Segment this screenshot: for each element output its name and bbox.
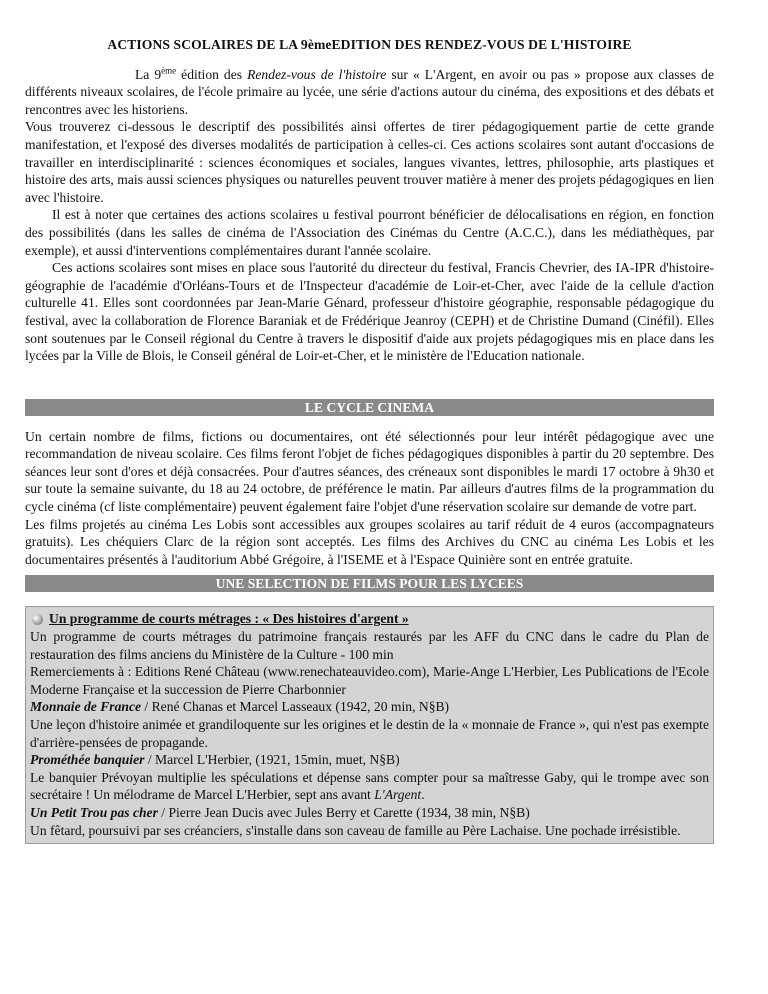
- intro-paragraph-2: Vous trouverez ci-dessous le descriptif des possibilités ainsi offertes de tirer pédagogiquement partie de cette grande manifestation, et l'exposé des diverses modalités de participation à celles-ci. Ces actions scolaires sont autant d'occasions de travailler en interdisciplinarité : sciences économiques et sociales, langues vivantes, lettres, philosophie, arts plastiques et histoire des arts, mais aussi sciences physiques ou naturelles peuvent trouver matière à mener des projets pédagogiques en lien avec l'histoire.: [25, 119, 714, 205]
- bullet-sphere-icon: [32, 614, 43, 625]
- short-films-heading: [30, 610, 709, 628]
- cinema-paragraph-2: Les films projetés au cinéma Les Lobis sont accessibles aux groupes scolaires au tarif réduit de 4 euros (accompagnateurs gratuits). Les chéquiers Clarc de la région sont acceptés. Les films des Archives du CNC au cinéma Les Lobis et les documentaires présentés à l'auditorium Abbé Grégoire, à l'ISEME et à l'Espace Quinière sont en entrée gratuite.: [25, 516, 714, 567]
- intro-p1-start: La 9: [135, 66, 162, 82]
- event-name-italic: Rendez-vous de l'histoire: [247, 66, 387, 82]
- film-desc-italic-title: L'Argent: [374, 787, 422, 803]
- intro-p1-end: sur « L'Argent, en avoir ou pas » propose aux classes de différents niveaux scolaires, de l'école primaire au lycée, une série d'actions autour du cinéma, des expositions et des débats et rencontres avec les historiens.: [25, 66, 714, 117]
- intro-paragraph-3: Il est à noter que certaines des actions scolaires u festival pourront bénéficier de délocalisations en région, en fonction des possibilités (dans les salles de cinéma de l'Association des Cinémas du Centre (A.C.C.), dans les médiathèques, par exemple), et aussi d'interventions complémentaires durant l'année scolaire.: [25, 207, 714, 258]
- film-description: Un fêtard, poursuivi par ses créanciers, s'installe dans son caveau de famille au Père Lachaise. Une pochade irrésistible.: [30, 822, 681, 838]
- short-films-description: Un programme de courts métrages du patrimoine français restaurés par les AFF du CNC dans le cadre du Plan de restauration des films anciens du Ministère de la Culture - 100 min: [30, 629, 709, 662]
- film-credits: / René Chanas et Marcel Lasseaux (1942, 20 min, N§B): [141, 699, 450, 715]
- superscript-eme: ème: [161, 65, 177, 76]
- film-title: Un Petit Trou pas cher: [30, 804, 158, 820]
- intro-paragraph-1: [25, 66, 714, 119]
- film-entry: [30, 751, 709, 769]
- film-credits: / Pierre Jean Ducis avec Jules Berry et Carette (1934, 38 min, N§B): [157, 804, 530, 820]
- film-entry: [30, 804, 709, 822]
- film-description: Une leçon d'histoire animée et grandiloquente sur les origines et le destin de la « monnaie de France », qui n'est pas exempte d'arrière-pensées de propagande.: [30, 717, 709, 750]
- section-heading-film-selection: UNE SELECTION DE FILMS POUR LES LYCEES: [25, 575, 714, 592]
- thanks-paragraph: Remerciements à : Editions René Château (www.renechateauvideo.com), Marie-Ange L'Herbier, Les Publications de l'Ecole Moderne Française et la succession de Pierre Charbonnier: [30, 664, 709, 697]
- film-credits: / Marcel L'Herbier, (1921, 15min, muet, N§B): [144, 752, 400, 768]
- film-desc-text: Le banquier Prévoyan multiplie les spéculations et dépense sans compter pour sa maîtresse Gaby, qui le trompe avec son secrétaire ! Un mélodrame de Marcel L'Herbier, sept ans avant: [30, 769, 709, 803]
- document-title: ACTIONS SCOLAIRES DE LA 9èmeEDITION DES RENDEZ-VOUS DE L'HISTOIRE: [107, 37, 632, 52]
- film-title: Monnaie de France: [30, 699, 142, 715]
- document-page: [25, 36, 714, 844]
- short-films-title: Un programme de courts métrages : « Des histoires d'argent »: [49, 611, 409, 627]
- film-entry: [30, 698, 709, 716]
- intro-paragraph-4: Ces actions scolaires sont mises en place sous l'autorité du directeur du festival, Francis Chevrier, des IA-IPR d'histoire-géographie de l'académie d'Orléans-Tours et de l'Inspecteur d'académie de Loir-et-Cher, avec l'aide de la cellule d'action culturelle 41. Elles sont coordonnées par Jean-Marie Génard, professeur d'histoire géographie, responsable pédagogique du festival, avec la collaboration de Florence Baraniak et de Frédérique Jeanroy (CEPH) et de Christine Dumand (Cinéfil). Elles sont soutenues par le Conseil régional du Centre à travers le dispositif d'aide aux projets pédagogiques mis en place dans les lycées par la Ville de Blois, le Conseil général de Loir-et-Cher, et le ministère de l'Education nationale.: [25, 260, 714, 364]
- film-desc-end: .: [421, 787, 425, 803]
- cinema-paragraph-1: Un certain nombre de films, fictions ou documentaires, ont été sélectionnés pour leur intérêt pédagogique avec une recommandation de niveau scolaire. Ces films feront l'objet de fiches pédagogiques disponibles à partir du 20 septembre. Des séances leur sont d'ores et déjà consacrées. Pour d'autres séances, des créneaux sont disponibles le mardi 17 octobre à 9h30 et sur toute la semaine suivante, du 18 au 24 octobre, de préférence le matin. Par ailleurs d'autres films de la programmation du cycle cinéma (cf liste complémentaire) peuvent également faire l'objet d'une réservation scolaire sur demande de votre part.: [25, 428, 714, 515]
- film-title: Prométhée banquier: [30, 752, 145, 768]
- film-description: [30, 769, 709, 804]
- section-heading-cycle-cinema: LE CYCLE CINEMA: [25, 399, 714, 416]
- intro-p1-mid: édition des: [176, 66, 248, 82]
- short-films-box: [25, 606, 714, 844]
